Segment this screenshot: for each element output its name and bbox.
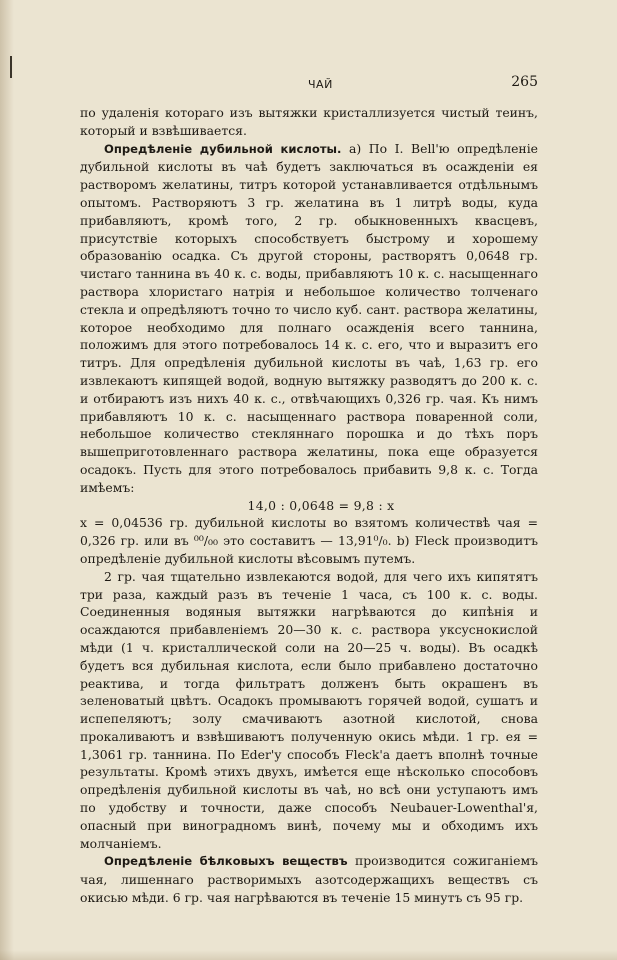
section-heading-tannin: Опредѣленіе дубильной кислоты.	[104, 141, 342, 156]
margin-mark	[10, 56, 12, 78]
paragraph-result: x = 0,04536 гр. дубильной кислоты во взятомъ количествѣ чая = 0,326 гр. или въ ⁰⁰/₀₀ это составитъ — 13,91⁰/₀. b) Fleck производитъ опредѣленіе дубильной кислоты вѣсовымъ путемъ.	[80, 515, 538, 566]
running-title: ЧАЙ	[308, 78, 333, 91]
paragraph-fleck-method: 2 гр. чая тщательно извлекаются водой, для чего ихъ кипятятъ три раза, каждый разъ въ теченіе 1 часа, съ 100 к. с. воды. Соединенныя водяныя вытяжки нагрѣваются до кипѣнія и осаждаются прибавленіемъ 20—30 к. с. раствора уксуснокислой мѣди (1 ч. кристаллической соли на 20—25 ч. воды). Въ осадкѣ будетъ вся дубильная кислота, если было прибавлено достаточно реактива, и тогда фильтратъ долженъ быть окрашенъ въ зеленоватый цвѣтъ. Осадокъ промываютъ горячей водой, сушатъ и испепеляютъ; золу смачиваютъ азотной кислотой, снова прокаливаютъ и взвѣшиваютъ полученную окись мѣди. 1 гр. ея = 1,3061 гр. таннина. По Eder'у способъ Fleck'а даетъ вполнѣ точные результаты. Кромѣ этихъ двухъ, имѣется еще нѣсколько способовъ опредѣленія дубильной кислоты въ чаѣ, но всѣ они уступаютъ имъ по удобству и точности, даже способъ Neubauer-Lowenthal'я, опасный при виноградномъ винѣ, почему мы и обходимъ ихъ молчаніемъ.	[80, 568, 538, 851]
proportion-formula: 14,0 : 0,0648 = 9,8 : x	[247, 497, 395, 513]
page-header	[80, 74, 538, 94]
paragraph-continuation: по удаленія котораго изъ вытяжки кристаллизуется чистый теинъ, который и взвѣшивается.	[80, 105, 538, 138]
paragraph-proteins	[80, 852, 538, 906]
section-heading-proteins: Опредѣленіе бѣлковыхъ веществъ	[104, 854, 348, 869]
page-number: 265	[511, 74, 538, 90]
paragraph-tannin	[80, 140, 538, 497]
paragraph-proteins-text: производится сожиганіемъ чая, лишеннаго растворимыхъ азотсодержащихъ веществъ съ окисью мѣди. 6 гр. чая нагрѣваются въ теченіе 15 минутъ съ 95 гр.	[80, 853, 538, 906]
paragraph-tannin-text: а) По I. Bell'ю опредѣленіе дубильной кислоты въ чаѣ будетъ заключаться въ осажденіи ея растворомъ желатины, титръ которой устанавливается отдѣльнымъ опытомъ. Растворяютъ 3 гр. желатина въ 1 литрѣ воды, куда прибавляютъ, кромѣ того, 2 гр. обыкновенныхъ квасцевъ, присутствіе которыхъ способствуетъ быстрому и хорошему образованію осадка. Съ другой стороны, растворятъ 0,0648 гр. чистаго таннина въ 40 к. с. воды, прибавляютъ 10 к. с. насыщеннаго раствора хлористаго натрія и небольшое количество толченаго стекла и опредѣляютъ точно то число куб. сант. раствора желатины, которое необходимо для полнаго осажденія всего таннина, положимъ для этого потребовалось 14 к. с. его, что и выразитъ его титръ. Для опредѣленія дубильной кислоты въ чаѣ, 1,63 гр. его извлекаютъ кипящей водой, водную вытяжку разводятъ до 200 к. с. и отбираютъ изъ нихъ 40 к. с., отвѣчающихъ 0,326 гр. чая. Къ нимъ прибавляютъ 10 к. с. насыщеннаго раствора поваренной соли, небольшое количество стекляннаго порошка и до тѣхъ поръ вышеприготовленнаго раствора желатины, пока еще образуется осадокъ. Пусть для этого потребовалось прибавить 9,8 к. с. Тогда имѣемъ:	[80, 140, 538, 495]
body-text	[80, 104, 538, 907]
